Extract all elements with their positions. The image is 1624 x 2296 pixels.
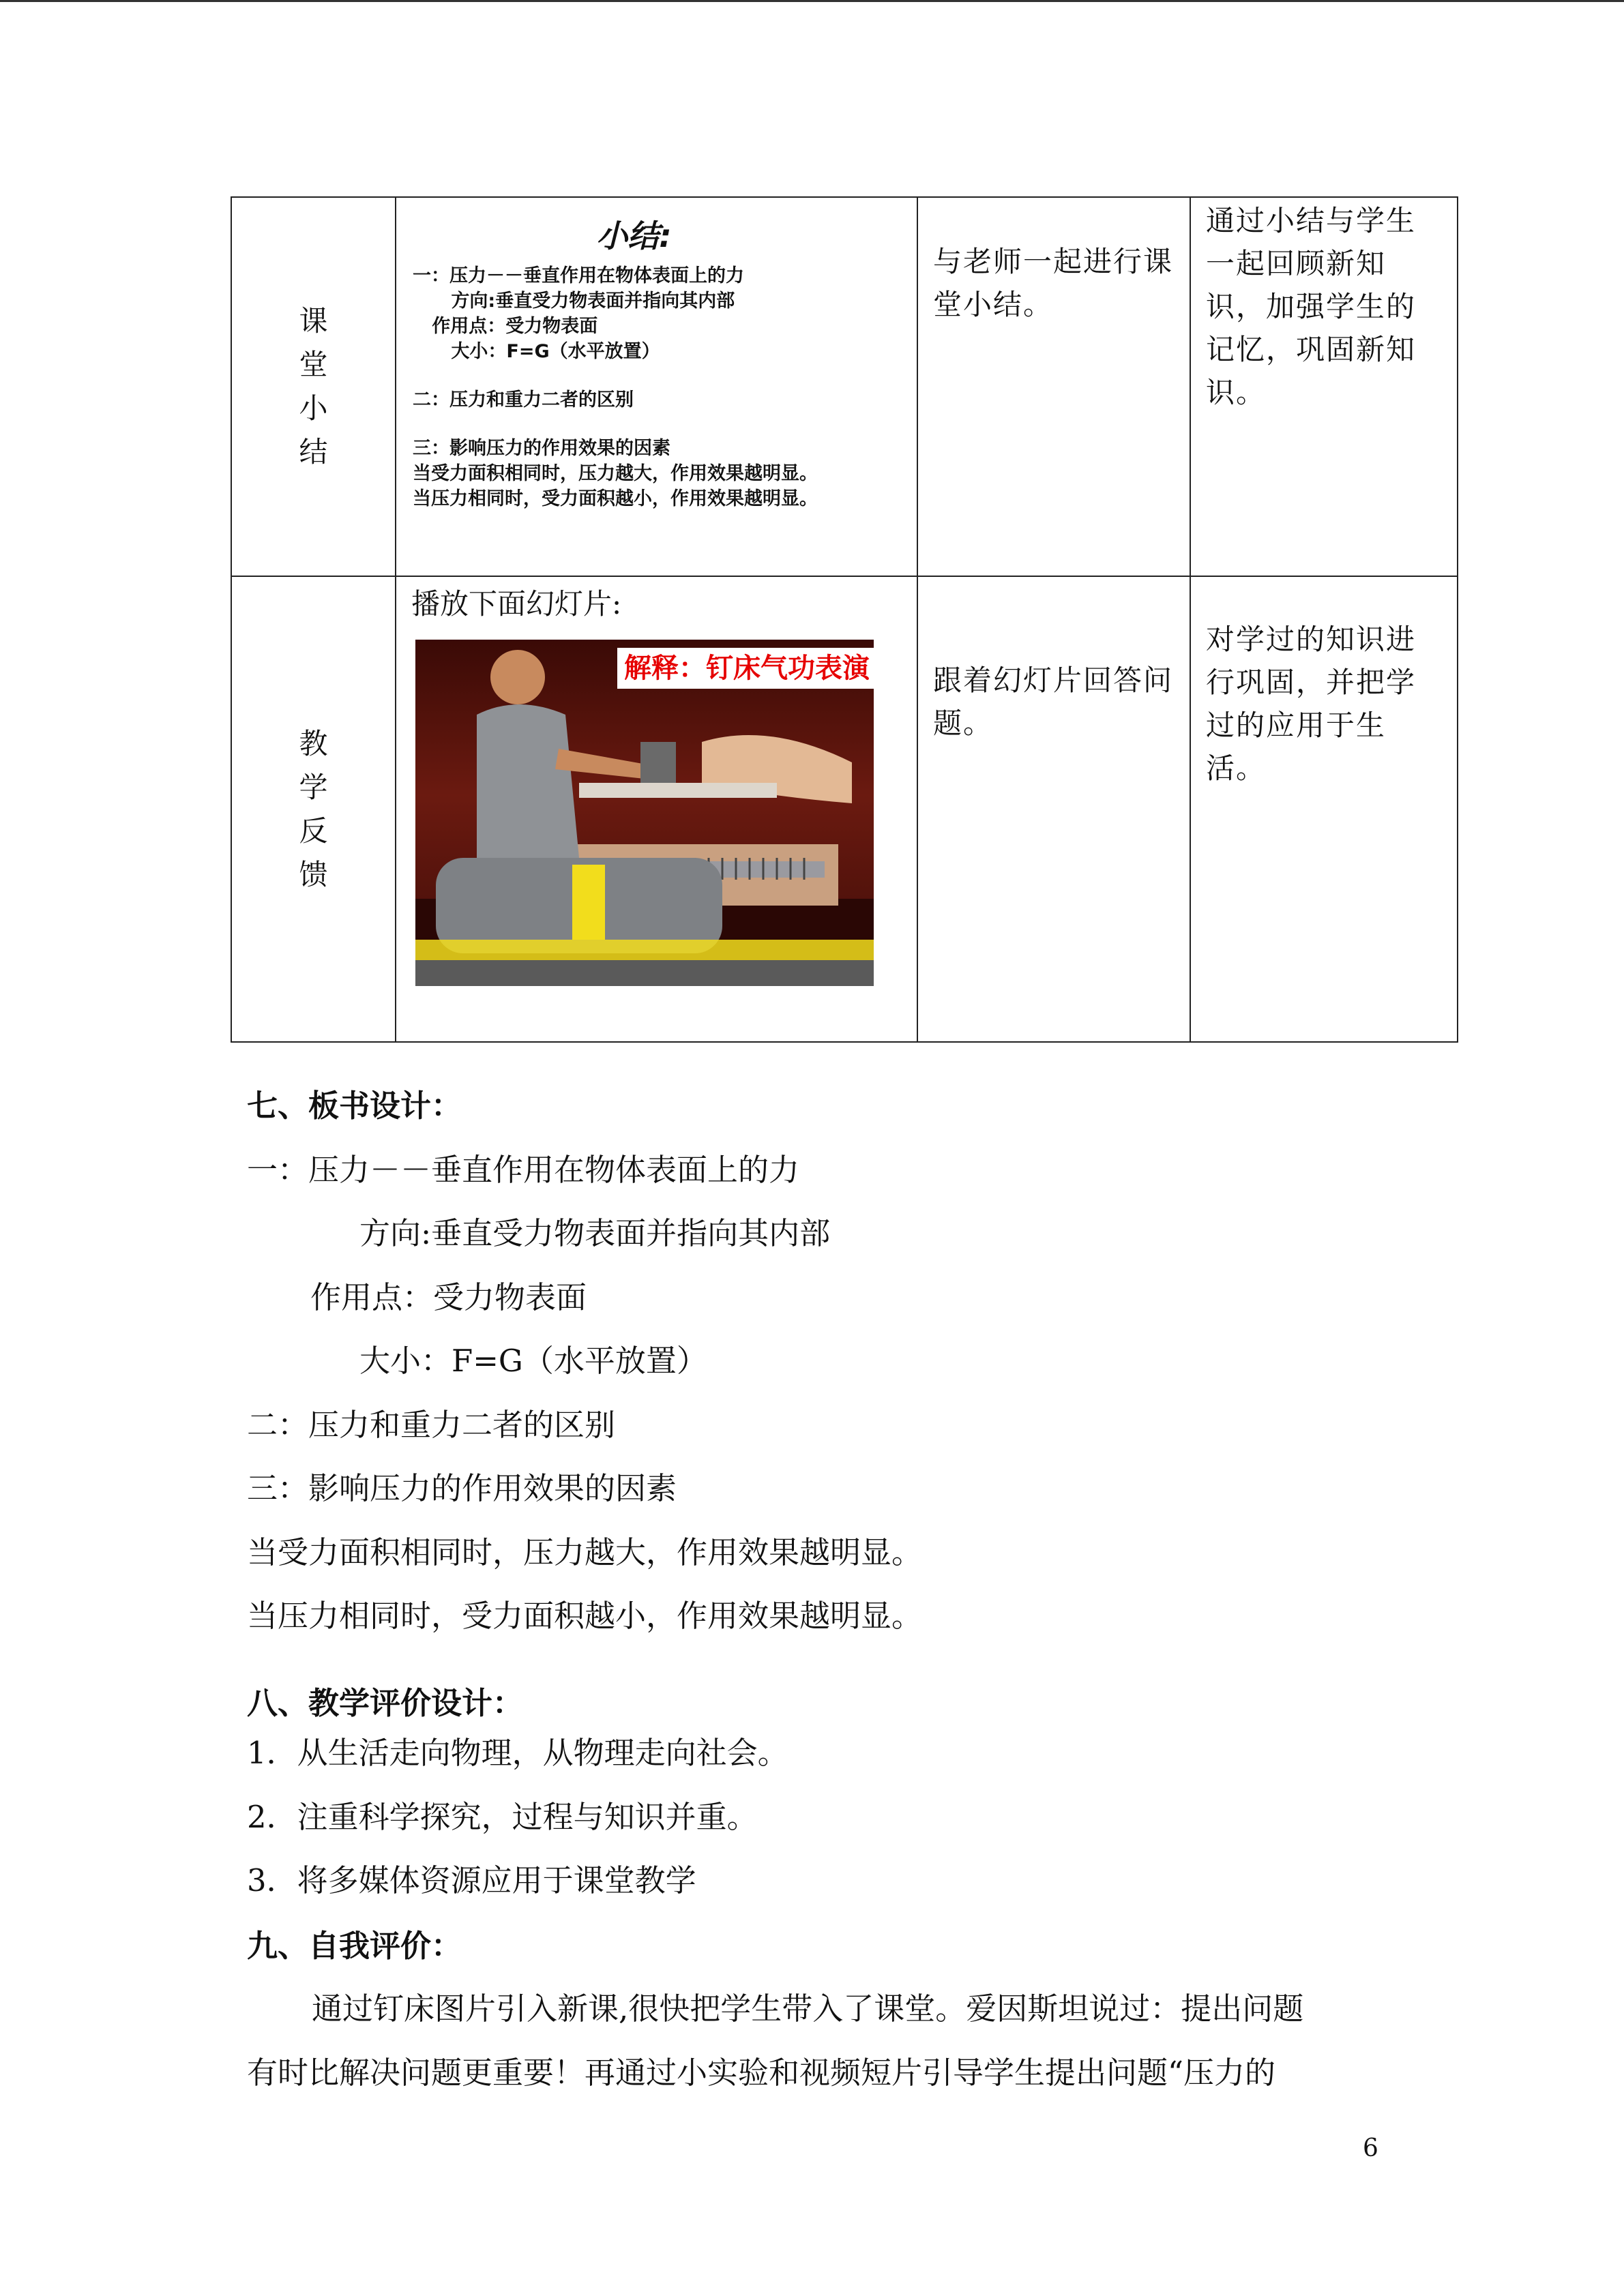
qigong-performance-illustration [415,640,874,986]
section-heading: 八、教学评价设计： [247,1685,524,1721]
self-evaluation-text: 通过钉床图片引入新课,很快把学生带入了课堂。爱因斯坦说过：提出问题 [312,1991,1304,2027]
board-line: 一：压力－－垂直作用在物体表面上的力 [247,1152,800,1188]
slide-title: 小结: [596,218,672,254]
slide-line: 作用点：受力物表面 [413,316,598,337]
slide-line: 当受力面积相同时，压力越大，作用效果越明显。 [413,463,818,484]
top-border [0,0,1624,2]
evaluation-item: 2．注重科学探究，过程与知识并重。 [247,1799,758,1835]
design-intent: 通过小结与学生一起回顾新知识，加强学生的记忆，巩固新知识。 [1206,204,1417,409]
slide-line: 三：影响压力的作用效果的因素 [413,438,670,459]
intent-cell-feedback [1190,576,1458,1042]
stage-cell-summary [231,197,396,576]
lesson-table [231,196,1458,1043]
board-line: 方向:垂直受力物表面并指向其内部 [359,1215,831,1251]
evaluation-item: 1．从生活走向物理，从物理走向社会。 [247,1735,788,1771]
stage-label: 教学反馈 [299,726,328,891]
stage-label: 课堂小结 [299,304,328,468]
teacher-cell-summary [396,197,917,576]
student-activity: 与老师一起进行课堂小结。 [933,245,1174,321]
slide-spacer [413,364,910,387]
slide-line: 方向:垂直受力物表面并指向其内部 [413,290,735,312]
slide-lines [413,263,910,511]
design-intent: 对学过的知识进行巩固，并把学过的应用于生活。 [1206,623,1417,785]
table-row-feedback [231,576,1458,1042]
student-cell-summary [917,197,1190,576]
summary-slide [396,198,917,511]
stage-cell-feedback [231,576,396,1042]
board-line: 大小：F=G（水平放置） [359,1343,707,1379]
board-line: 当压力相同时，受力面积越小，作用效果越明显。 [247,1598,923,1634]
board-line: 作用点：受力物表面 [310,1279,587,1315]
page-number: 6 [1363,2134,1378,2162]
slide-line: 二：压力和重力二者的区别 [413,389,634,411]
evaluation-item: 3．将多媒体资源应用于课堂教学 [247,1862,696,1898]
slide-spacer [413,413,910,436]
slide-prompt: 播放下面幻灯片: [411,587,622,621]
slide-line: 大小：F=G（水平放置） [413,341,660,362]
photo-caption: 解释：钉床气功表演 [617,648,874,689]
teacher-cell-feedback [396,576,917,1042]
board-line: 二：压力和重力二者的区别 [247,1407,616,1443]
table-row-summary [231,197,1458,576]
slide-line: 当压力相同时，受力面积越小，作用效果越明显。 [413,488,818,509]
student-cell-feedback [917,576,1190,1042]
self-evaluation-text: 有时比解决问题更重要！再通过小实验和视频短片引导学生提出问题“压力的 [247,2055,1276,2091]
bed-of-nails-photo [415,640,874,986]
slide-line: 一：压力－－垂直作用在物体表面上的力 [413,265,744,286]
student-activity: 跟着幻灯片回答问题。 [933,664,1174,740]
section-heading: 七、板书设计： [247,1088,462,1124]
intent-cell-summary [1190,197,1458,576]
board-line: 当受力面积相同时，压力越大，作用效果越明显。 [247,1534,923,1570]
section-heading: 九、自我评价： [247,1928,462,1964]
board-line: 三：影响压力的作用效果的因素 [247,1470,677,1506]
